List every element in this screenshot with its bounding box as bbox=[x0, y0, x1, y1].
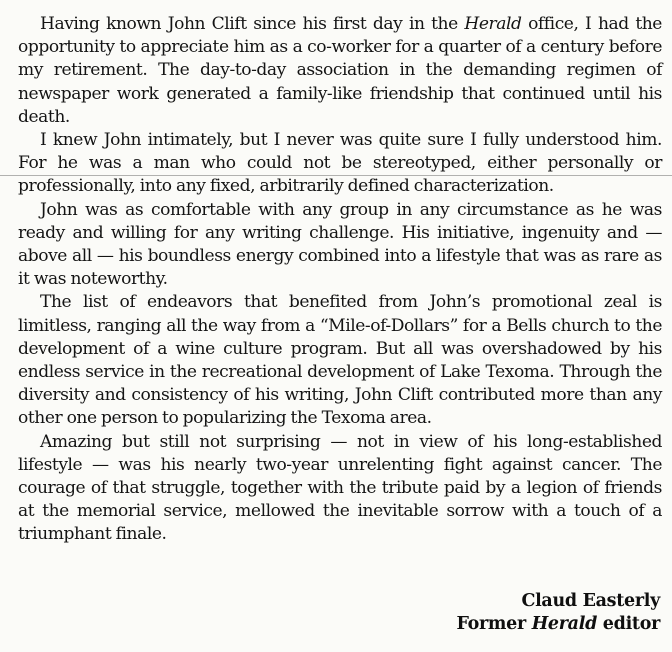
paragraph-1-newspaper-name: Herald bbox=[464, 14, 522, 34]
paragraph-3: John was as comfortable with any group in any circumstance as he was ready and willing for any writing challenge. His initiative, ingenuity and — above all — his boundless energy combined into a lifestyle that was as rare as it was noteworthy. bbox=[18, 199, 662, 290]
signature-name: Claud Easterly bbox=[521, 591, 660, 611]
signature-title-suffix: editor bbox=[597, 614, 660, 634]
signature-title bbox=[260, 613, 660, 637]
signature-title-prefix: Former bbox=[456, 614, 532, 634]
signature-title-newspaper: Herald bbox=[531, 614, 597, 634]
letter-body bbox=[18, 13, 662, 547]
paragraph-2: I knew John intimately, but I never was quite sure I fully understood him. For he was a man who could not be stereotyped, either personally or professionally, into any fixed, arbitrarily defined characterization. bbox=[18, 130, 662, 197]
paragraph-4: The list of endeavors that benefited from John’s promotional zeal is limitless, ranging all the way from a “Mile-of-Dollars” for a Bells church to the development of a wine culture program. But all was overshadowed by his endless service in the recreational development of Lake Texoma. Through the diversity and consistency of his writing, John Clift contributed more than any other one person to popularizing the Texoma area. bbox=[18, 292, 662, 429]
paragraph-1-rest: office, I had the opportunity to appreciate him as a co-worker for a quarter of a century before my retirement. The day-to-day association in the demanding regimen of newspaper work generated a family-like friendship that continued until his death. bbox=[18, 14, 662, 127]
paragraph-5: Amazing but still not surprising — not in view of his long-established lifestyle — was his nearly two-year unrelenting fight against cancer. The courage of that struggle, together with the tribute paid by a legion of friends at the memorial service, mellowed the inevitable sorrow with a touch of a triumphant finale. bbox=[18, 431, 662, 545]
paragraph-1-lead: Having known John Clift since his first day in the bbox=[40, 14, 465, 34]
paragraph-1 bbox=[18, 13, 662, 129]
